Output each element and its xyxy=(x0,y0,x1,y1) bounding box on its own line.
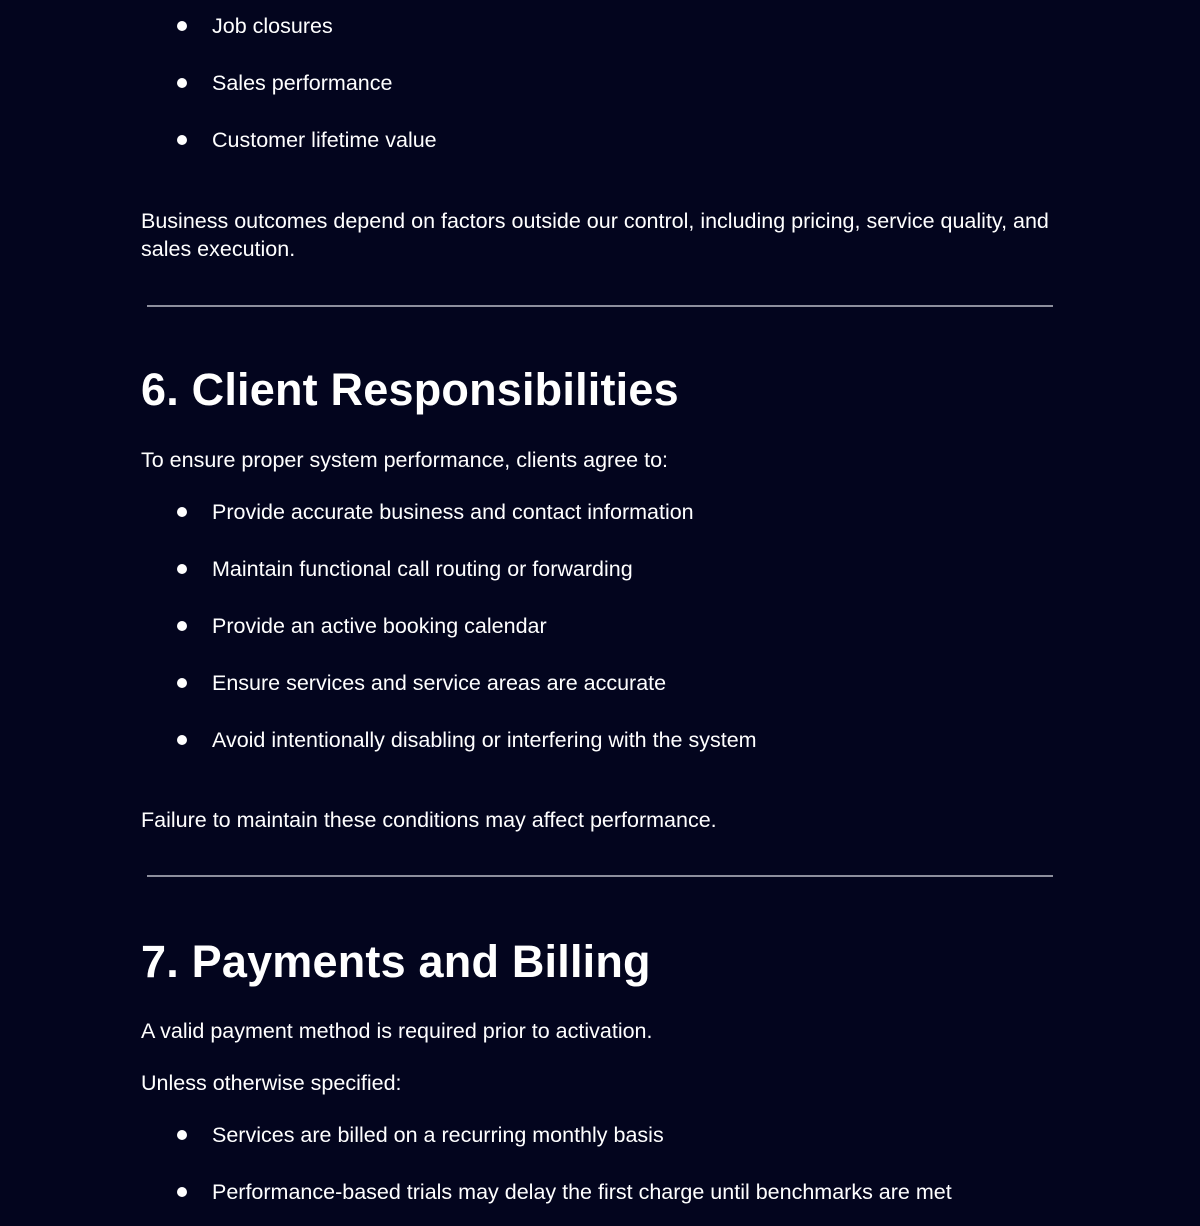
list-item-text: Maintain functional call routing or forwarding xyxy=(212,557,633,581)
section-6-intro: To ensure proper system performance, clients agree to: xyxy=(141,448,669,472)
bullet-icon xyxy=(177,678,187,688)
section-7-sub-intro: Unless otherwise specified: xyxy=(141,1071,402,1095)
list-item-text: Performance-based trials may delay the first charge until benchmarks are met xyxy=(212,1180,952,1204)
list-item-text: Customer lifetime value xyxy=(212,128,437,152)
bullet-icon xyxy=(177,735,187,745)
bullet-icon xyxy=(177,78,187,88)
list-item-text: Provide an active booking calendar xyxy=(212,614,547,638)
section-divider xyxy=(147,305,1053,307)
list-item-text: Job closures xyxy=(212,14,333,38)
list-item-text: Avoid intentionally disabling or interfering with the system xyxy=(212,728,757,752)
bullet-icon xyxy=(177,621,187,631)
outcomes-paragraph: Business outcomes depend on factors outside our control, including pricing, service quality, and sales execution. xyxy=(141,209,1049,261)
section-7-intro: A valid payment method is required prior to activation. xyxy=(141,1019,653,1043)
bullet-icon xyxy=(177,1130,187,1140)
list-item-text: Sales performance xyxy=(212,71,393,95)
bullet-icon xyxy=(177,1187,187,1197)
bullet-icon xyxy=(177,21,187,31)
bullet-icon xyxy=(177,135,187,145)
bullet-icon xyxy=(177,507,187,517)
section-divider xyxy=(147,875,1053,877)
section-7-heading: 7. Payments and Billing xyxy=(141,936,651,987)
bullet-icon xyxy=(177,564,187,574)
list-item-text: Ensure services and service areas are accurate xyxy=(212,671,667,695)
list-item-text: Provide accurate business and contact information xyxy=(212,500,694,524)
list-item-text: Services are billed on a recurring monthly basis xyxy=(212,1123,664,1147)
section-6-heading: 6. Client Responsibilities xyxy=(141,364,679,415)
section-6-closing: Failure to maintain these conditions may affect performance. xyxy=(141,808,717,832)
